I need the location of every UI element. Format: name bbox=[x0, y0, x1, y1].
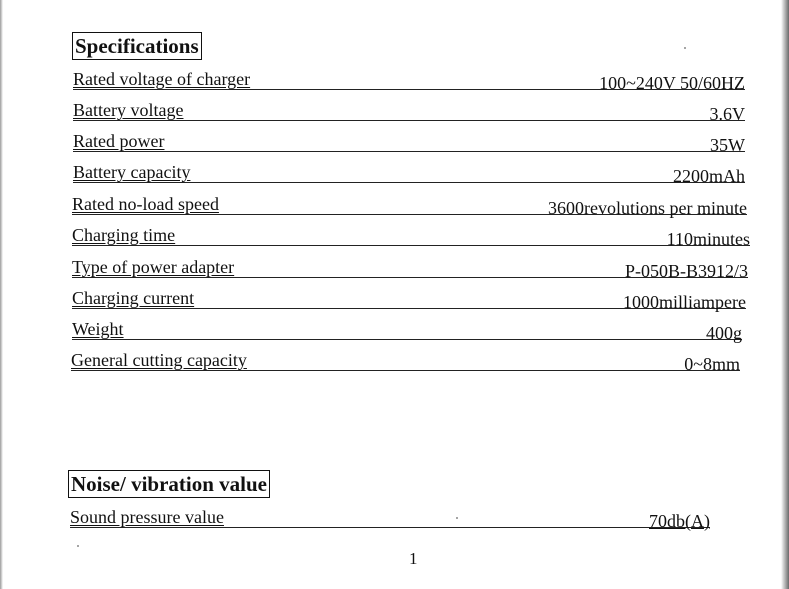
spec-value: 110minutes bbox=[666, 229, 750, 249]
scan-speck bbox=[684, 47, 686, 49]
spec-value: 35W bbox=[710, 135, 745, 155]
scan-speck bbox=[456, 517, 458, 519]
noise-vibration-heading: Noise/ vibration value bbox=[68, 470, 270, 498]
spec-label: Rated no-load speed bbox=[72, 194, 219, 214]
spec-value: 400g bbox=[706, 323, 742, 343]
page-edge-right bbox=[781, 0, 789, 589]
spec-label: Weight bbox=[72, 319, 124, 339]
row-rule bbox=[73, 151, 745, 152]
scan-speck bbox=[77, 545, 79, 547]
spec-row-battery-capacity bbox=[73, 161, 745, 186]
noise-value: 70db(A) bbox=[649, 511, 710, 531]
specifications-heading: Specifications bbox=[72, 32, 202, 60]
page-number: 1 bbox=[409, 549, 418, 568]
spec-label: Rated power bbox=[73, 131, 165, 151]
spec-row-charging-current bbox=[72, 287, 746, 312]
spec-label: Type of power adapter bbox=[72, 257, 235, 277]
spec-label: Battery voltage bbox=[73, 100, 184, 120]
spec-value: 0~8mm bbox=[684, 354, 740, 374]
spec-value: 1000milliampere bbox=[623, 292, 746, 312]
noise-label: Sound pressure value bbox=[70, 507, 224, 527]
spec-row-cutting-capacity bbox=[71, 349, 740, 374]
spec-row-rated-voltage bbox=[73, 68, 745, 93]
spec-row-weight bbox=[72, 318, 742, 343]
spec-label: Rated voltage of charger bbox=[73, 69, 251, 89]
page-edge-left bbox=[0, 0, 3, 589]
noise-row-sound-pressure bbox=[70, 506, 710, 531]
spec-label: Battery capacity bbox=[73, 162, 191, 182]
spec-value: 3.6V bbox=[709, 104, 745, 124]
spec-value: 2200mAh bbox=[673, 166, 745, 186]
spec-label: Charging current bbox=[72, 288, 195, 308]
spec-value: P-050B-B3912/3 bbox=[624, 261, 748, 281]
spec-label: Charging time bbox=[72, 225, 176, 245]
spec-row-battery-voltage bbox=[73, 99, 745, 124]
spec-value: 3600revolutions per minute bbox=[548, 198, 747, 218]
row-rule bbox=[72, 339, 742, 340]
spec-label: General cutting capacity bbox=[71, 350, 247, 370]
spec-row-rated-power bbox=[73, 130, 745, 155]
spec-value: 100~240V 50/60HZ bbox=[599, 73, 745, 93]
spec-row-power-adapter bbox=[72, 256, 748, 281]
spec-row-charging-time bbox=[72, 224, 750, 249]
spec-row-no-load-speed bbox=[72, 193, 747, 218]
